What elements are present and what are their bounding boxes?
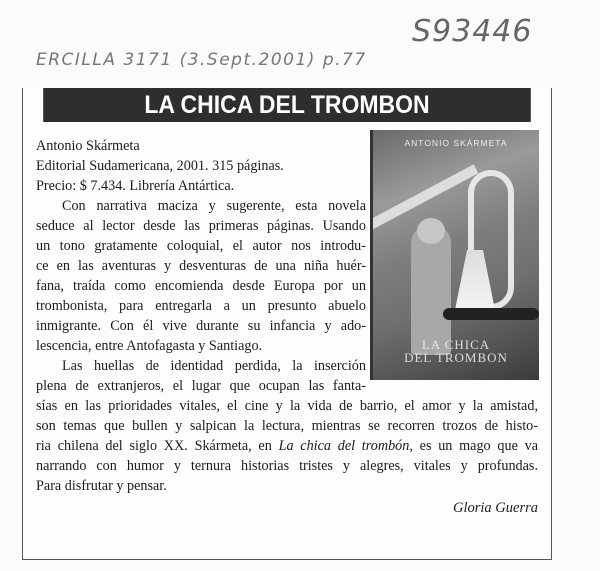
body-line: fana, traída como encomienda desde Europa por un <box>36 278 366 294</box>
book-cover-image <box>373 130 539 380</box>
body-line: son temas que bullen y salpican la lectura, mientras se recorren trozos de histo- <box>36 418 538 434</box>
body-line: seduce al lector desde las primeras páginas. Usando <box>36 218 366 234</box>
body-line: Para disfrutar y pensar. <box>36 478 167 494</box>
cover-title: LA CHICA DEL TROMBON <box>404 337 508 365</box>
author-signature: Gloria Guerra <box>453 500 538 516</box>
body-line: plena de extranjeros, el lugar que ocupan las fanta- <box>36 378 366 394</box>
article-title: LA CHICA DEL TROMBON <box>43 88 531 122</box>
book-title-italic: La chica del trombón <box>278 438 410 454</box>
body-line: un tono gratamente coloquial, el autor nos introdu- <box>36 238 366 254</box>
body-line: Las huellas de identidad perdida, la inserción <box>62 358 366 374</box>
body-line: inmigrante. Con él vive durante su infancia y ado- <box>36 318 366 334</box>
body-line: lescencia, entre Antofagasta y Santiago. <box>36 338 263 354</box>
body-line: Con narrativa maciza y sugerente, esta novela <box>62 198 366 214</box>
cover-author: ANTONIO SKÁRMETA <box>404 138 508 148</box>
book-publisher: Editorial Sudamericana, 2001. 315 páginas. <box>36 158 284 174</box>
body-line: ria chilena del siglo XX. Skármeta, en La chica del trombón, es un mago que va <box>36 438 539 454</box>
handwritten-archive-number: S93446 <box>412 14 533 49</box>
book-author: Antonio Skármeta <box>36 138 140 154</box>
book-price: Precio: $ 7.434. Librería Antártica. <box>36 178 235 194</box>
body-line: trombonista, para entregarla a un presunto abuelo <box>36 298 366 314</box>
body-line: ce en las aventuras y desventuras de una niña huér- <box>36 258 366 274</box>
body-line: narrando con humor y ternura historias tristes y alegres, vitales y profundas. <box>36 458 538 474</box>
body-line: sías en las prioridades vitales, el cine y la vida de barrio, el amor y la amistad, <box>36 398 538 414</box>
handwritten-source-reference: ERCILLA 3171 (3.Sept.2001) p.77 <box>36 50 367 70</box>
